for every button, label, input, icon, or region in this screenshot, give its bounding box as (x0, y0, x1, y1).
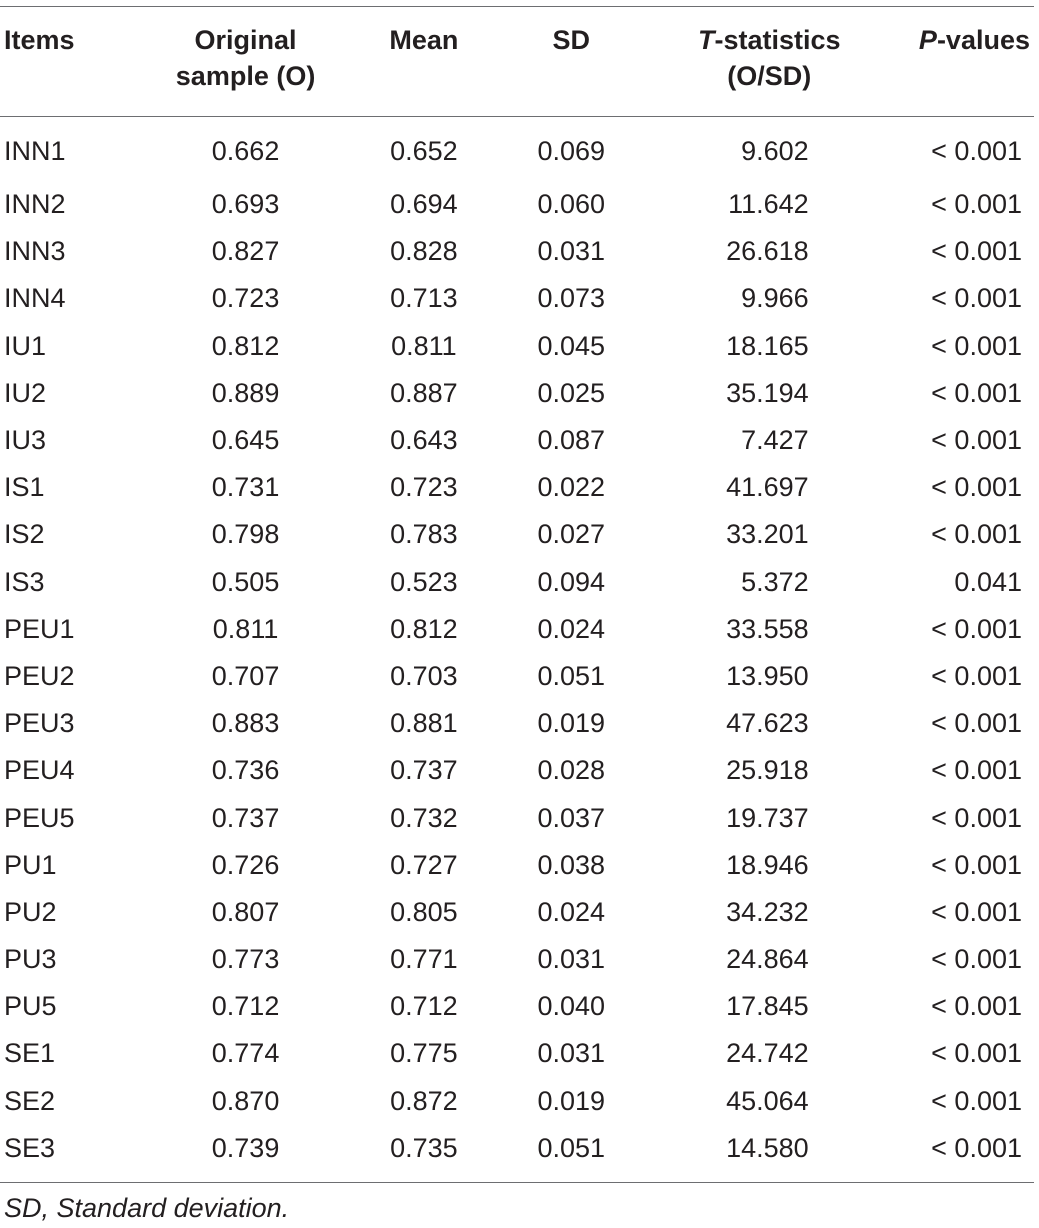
cell-sd: 0.087 (537, 425, 606, 456)
cell-t-statistics: 7.427 (741, 425, 809, 456)
cell-item: IU2 (4, 377, 47, 408)
table-row (0, 1125, 1034, 1172)
cell-item: PU1 (4, 849, 57, 880)
cell-item: SE1 (4, 1038, 56, 1069)
cell-mean: 0.775 (390, 1038, 458, 1069)
cell-p-value: < 0.001 (931, 189, 1022, 220)
table-row (0, 794, 1034, 841)
cell-mean: 0.881 (390, 708, 458, 739)
cell-original-sample: 0.807 (211, 896, 280, 927)
cell-original-sample: 0.811 (212, 613, 279, 644)
cell-t-statistics: 24.742 (726, 1038, 809, 1069)
cell-mean: 0.713 (390, 283, 458, 314)
cell-t-statistics: 17.845 (726, 991, 809, 1022)
cell-mean: 0.652 (390, 136, 458, 166)
table-row (0, 653, 1034, 700)
header-t-line2: (O/SD) (727, 61, 812, 91)
cell-t-statistics: 9.602 (741, 136, 809, 166)
cell-sd: 0.073 (537, 283, 606, 314)
cell-mean: 0.732 (390, 802, 458, 833)
table-row (0, 1030, 1034, 1077)
cell-sd: 0.060 (537, 189, 606, 220)
cell-item: IS1 (4, 472, 45, 503)
header-p-italic: P (918, 25, 937, 55)
table-row (0, 747, 1034, 794)
cell-sd: 0.038 (537, 849, 606, 880)
cell-item: SE2 (4, 1085, 56, 1116)
cell-t-statistics: 33.558 (726, 613, 809, 644)
cell-p-value: < 0.001 (931, 613, 1022, 644)
table-row (0, 889, 1034, 936)
table-row (0, 110, 1034, 181)
cell-original-sample: 0.773 (211, 944, 280, 975)
table-row (0, 275, 1034, 322)
cell-t-statistics: 11.642 (728, 189, 809, 220)
cell-p-value: < 0.001 (931, 236, 1022, 267)
cell-original-sample: 0.707 (211, 660, 280, 691)
cell-original-sample: 0.505 (211, 566, 280, 597)
cell-sd: 0.031 (537, 236, 606, 267)
cell-item: PEU5 (4, 802, 75, 833)
cell-p-value: < 0.001 (931, 1132, 1022, 1163)
cell-p-value: < 0.001 (931, 519, 1022, 550)
cell-sd: 0.031 (537, 944, 606, 975)
cell-original-sample: 0.798 (211, 519, 280, 550)
cell-item: IS2 (4, 519, 45, 550)
cell-p-value: 0.041 (954, 566, 1022, 597)
header-original-sample (150, 0, 341, 110)
cell-item: PU3 (4, 944, 57, 975)
cell-original-sample: 0.723 (211, 283, 280, 314)
cell-mean: 0.812 (390, 613, 458, 644)
cell-p-value: < 0.001 (931, 849, 1022, 880)
cell-t-statistics: 18.946 (726, 849, 809, 880)
cell-original-sample: 0.731 (211, 472, 280, 503)
table-row (0, 417, 1034, 464)
cell-original-sample: 0.812 (211, 330, 280, 361)
cell-item: IU1 (4, 330, 47, 361)
table-row (0, 228, 1034, 275)
table-row (0, 559, 1034, 606)
cell-p-value: < 0.001 (931, 755, 1022, 786)
cell-item: PEU4 (4, 755, 75, 786)
header-sd-label: SD (552, 25, 591, 55)
table-row (0, 181, 1034, 228)
cell-sd: 0.019 (537, 1085, 606, 1116)
cell-original-sample: 0.883 (211, 708, 280, 739)
cell-original-sample: 0.774 (211, 1038, 280, 1069)
cell-t-statistics: 45.064 (726, 1085, 809, 1116)
cell-mean: 0.735 (390, 1132, 458, 1163)
cell-p-value: < 0.001 (931, 1038, 1022, 1069)
cell-sd: 0.045 (537, 330, 606, 361)
cell-mean: 0.811 (391, 330, 457, 361)
table-row (0, 1078, 1034, 1125)
header-sd (507, 0, 636, 110)
cell-item: PU2 (4, 896, 57, 927)
header-mean-label: Mean (389, 25, 459, 55)
cell-mean: 0.828 (390, 236, 458, 267)
cell-sd: 0.031 (537, 1038, 606, 1069)
cell-t-statistics: 14.580 (726, 1132, 809, 1163)
header-original-line2: sample (O) (175, 61, 316, 91)
cell-original-sample: 0.726 (211, 849, 280, 880)
cell-p-value: < 0.001 (931, 377, 1022, 408)
cell-p-value: < 0.001 (931, 1085, 1022, 1116)
cell-mean: 0.887 (390, 377, 458, 408)
cell-original-sample: 0.662 (211, 136, 280, 166)
cell-sd: 0.069 (537, 136, 606, 166)
cell-item: INN1 (4, 136, 66, 166)
table-row (0, 983, 1034, 1030)
header-p-rest: -values (936, 25, 1030, 55)
cell-item: IU3 (4, 425, 47, 456)
header-t-statistics (636, 0, 843, 110)
cell-mean: 0.523 (390, 566, 458, 597)
header-t-rest: -statistics (714, 25, 841, 55)
cell-p-value: < 0.001 (931, 802, 1022, 833)
table-body (0, 110, 1034, 1172)
cell-item: PEU1 (4, 613, 75, 644)
cell-original-sample: 0.645 (211, 425, 280, 456)
cell-sd: 0.025 (537, 377, 606, 408)
cell-sd: 0.024 (537, 613, 606, 644)
cell-t-statistics: 9.966 (741, 283, 809, 314)
cell-p-value: < 0.001 (931, 660, 1022, 691)
header-items (0, 0, 150, 110)
cell-t-statistics: 47.623 (726, 708, 809, 739)
cell-sd: 0.037 (537, 802, 606, 833)
cell-sd: 0.040 (537, 991, 606, 1022)
table-footnote: SD, Standard deviation. (4, 1193, 290, 1223)
cell-sd: 0.024 (537, 896, 606, 927)
cell-t-statistics: 5.372 (741, 566, 809, 597)
header-original-line1: Original (194, 25, 297, 55)
cell-mean: 0.771 (390, 944, 458, 975)
cell-original-sample: 0.870 (211, 1085, 280, 1116)
cell-t-statistics: 26.618 (726, 236, 809, 267)
cell-p-value: < 0.001 (931, 330, 1022, 361)
cell-original-sample: 0.736 (211, 755, 280, 786)
cell-sd: 0.027 (537, 519, 606, 550)
cell-t-statistics: 33.201 (726, 519, 809, 550)
cell-item: PEU3 (4, 708, 75, 739)
cell-p-value: < 0.001 (931, 425, 1022, 456)
cell-p-value: < 0.001 (931, 991, 1022, 1022)
bottom-rule (0, 1182, 1034, 1183)
cell-p-value: < 0.001 (931, 708, 1022, 739)
table-row (0, 842, 1034, 889)
cell-item: PEU2 (4, 660, 75, 691)
cell-item: SE3 (4, 1132, 56, 1163)
cell-t-statistics: 41.697 (726, 472, 809, 503)
cell-t-statistics: 19.737 (726, 802, 809, 833)
cell-sd: 0.094 (537, 566, 606, 597)
cell-p-value: < 0.001 (931, 136, 1022, 166)
header-p-values (843, 0, 1034, 110)
cell-mean: 0.643 (390, 425, 458, 456)
table-header (0, 0, 1034, 110)
header-items-label: Items (4, 25, 75, 55)
cell-sd: 0.028 (537, 755, 606, 786)
cell-t-statistics: 34.232 (726, 896, 809, 927)
cell-mean: 0.737 (390, 755, 458, 786)
table-row (0, 323, 1034, 370)
cell-item: INN3 (4, 236, 66, 267)
cell-t-statistics: 13.950 (726, 660, 809, 691)
cell-sd: 0.051 (537, 660, 606, 691)
cell-mean: 0.872 (390, 1085, 458, 1116)
cell-original-sample: 0.712 (211, 991, 280, 1022)
table-row (0, 606, 1034, 653)
cell-sd: 0.051 (537, 1132, 606, 1163)
cell-mean: 0.703 (390, 660, 458, 691)
header-mean (341, 0, 506, 110)
cell-mean: 0.712 (390, 991, 458, 1022)
cell-mean: 0.805 (390, 896, 458, 927)
table-row (0, 464, 1034, 511)
header-t-italic: T (698, 25, 715, 55)
cell-p-value: < 0.001 (931, 896, 1022, 927)
cell-p-value: < 0.001 (931, 944, 1022, 975)
cell-original-sample: 0.889 (211, 377, 280, 408)
cell-original-sample: 0.693 (211, 189, 280, 220)
cell-t-statistics: 35.194 (726, 377, 809, 408)
cell-original-sample: 0.737 (211, 802, 280, 833)
table-row (0, 700, 1034, 747)
cell-item: PU5 (4, 991, 57, 1022)
cell-mean: 0.694 (390, 189, 458, 220)
cell-sd: 0.022 (537, 472, 606, 503)
cell-mean: 0.723 (390, 472, 458, 503)
cell-item: INN2 (4, 189, 66, 220)
table-row (0, 370, 1034, 417)
cell-t-statistics: 24.864 (726, 944, 809, 975)
cell-t-statistics: 18.165 (726, 330, 809, 361)
cell-p-value: < 0.001 (931, 472, 1022, 503)
cell-mean: 0.783 (390, 519, 458, 550)
cell-sd: 0.019 (537, 708, 606, 739)
header-row (0, 0, 1034, 110)
cell-mean: 0.727 (390, 849, 458, 880)
cell-item: IS3 (4, 566, 45, 597)
cell-p-value: < 0.001 (931, 283, 1022, 314)
cell-original-sample: 0.739 (211, 1132, 280, 1163)
table-row (0, 511, 1034, 558)
cell-original-sample: 0.827 (211, 236, 280, 267)
table-row (0, 936, 1034, 983)
cell-t-statistics: 25.918 (726, 755, 809, 786)
cell-item: INN4 (4, 283, 66, 314)
